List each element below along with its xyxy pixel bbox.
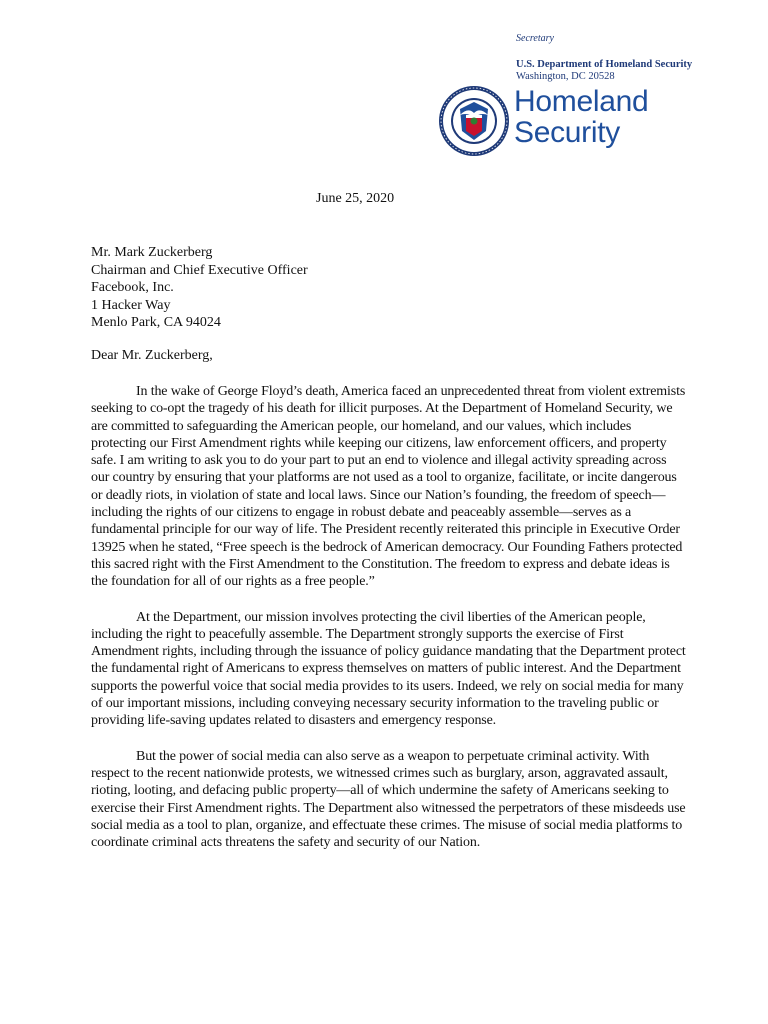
dhs-seal-icon [438,85,510,157]
letterhead-department: U.S. Department of Homeland Security [516,59,693,70]
body-paragraph: At the Department, our mission involves protecting the civil liberties of the American people, including the right to peacefully assemble. The Department strongly supports the exercise of First Amendment rights, including through the issuance of policy guidance mandating that the Department protect the fundamental right of Americans to express themselves on matters of public interest. And the Department supports the powerful voice that social media provides to its users. Indeed, we rely on social media for many of our important missions, including conveying necessary security information to the traveling public or providing life-saving updates related to disasters and emergency response. [91,609,686,729]
letterhead-office: Secretary [516,33,554,44]
brand-line-1: Homeland [514,85,649,118]
salutation: Dear Mr. Zuckerberg, [91,348,213,363]
recipient-company: Facebook, Inc. [91,280,174,295]
letter-body [91,383,687,869]
body-paragraph: In the wake of George Floyd’s death, America faced an unprecedented threat from violent extremists seeking to co-opt the tragedy of his death for illicit purposes. At the Department of Homeland Security, we are committed to safeguarding the American people, our homeland, and our values, which includes protecting our First Amendment rights while keeping our citizens, law enforcement officers, and property safe. I am writing to ask you to do your part to put an end to violence and illegal activity spreading across our country by ensuring that your platforms are not used as a tool to organize, facilitate, or incite dangerous or deadly riots, in violation of state and local laws. Since our Nation’s founding, the freedom of speech—including the rights of our citizens to engage in robust debate and peaceably assemble—serves as a fundamental principle for our way of life. The President recently reiterated this principle in Executive Order 13925 when he stated, “Free speech is the bedrock of American democracy. Our Founding Fathers protected this sacred right with the First Amendment to the Constitution. The freedom to express and debate ideas is the foundation for all of our rights as a free people.” [91,384,686,590]
letterhead-location: Washington, DC 20528 [516,71,615,82]
recipient-address [91,244,308,332]
letter-date: June 25, 2020 [316,191,395,206]
recipient-street: 1 Hacker Way [91,297,171,313]
body-paragraph: But the power of social media can also serve as a weapon to perpetuate criminal activity. With respect to the recent nationwide protests, we witnessed crimes such as burglary, arson, aggravated assault, rioting, looting, and defacing public property—all of which undermine the safety of Americans seeking to exercise their First Amendment rights. The Department also witnessed the perpetrators of these misdeeds use social media as a tool to plan, organize, and effectuate these crimes. The misuse of social media platforms to coordinate criminal acts threatens the safety and security of our Nation. [91,748,686,851]
recipient-title: Chairman and Chief Executive Officer [91,262,308,278]
recipient-name: Mr. Mark Zuckerberg [91,245,213,260]
recipient-city: Menlo Park, CA 94024 [91,315,221,330]
homeland-security-wordmark [514,86,648,148]
brand-line-2: Security [514,116,620,149]
